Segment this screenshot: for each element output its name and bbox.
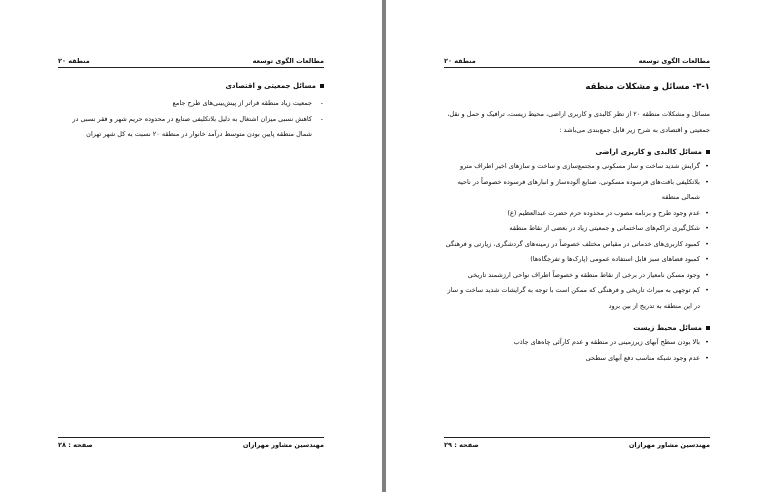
left-section-title: مسائل جمعیتی و اقتصادی [58,82,324,90]
dot-bullet-icon: • [705,162,709,170]
section-title: ۳-۱- مسائل و مشکلات منطقه [585,82,710,92]
left-footer-page-number: صفحه : ۲۸ [58,441,93,449]
square-bullet-icon [320,84,324,88]
right-header-region: منطقه ۲۰ [444,57,476,65]
dot-bullet-icon: • [705,177,709,186]
list-item: • شکل‌گیری تراکم‌های ساختمانی و جمعیتی زیاد در بعضی از نقاط منطقه [444,221,710,237]
left-header-title: مطالعات الگوی توسعه [252,57,324,65]
right-header-title: مطالعات الگوی توسعه [638,57,710,65]
right-footer-page-number: صفحه : ۲۹ [444,441,479,449]
right-footer-company: مهندسین مشاور مهرازان [628,441,710,449]
square-bullet-icon [706,150,710,154]
list-item: • گرایش شدید ساخت و ساز مسکونی و مجتمع‌سازی و ساخت و سازهای اخیر اطراف مترو [444,159,710,175]
list-item: • بالا بودن سطح آبهای زیرزمینی در منطقه و عدم کارآئی چاه‌های جاذب [444,335,710,351]
intro-paragraph: مسائل و مشکلات منطقه ۲۰ از نظر کالبدی و کاربری اراضی، محیط زیست، ترافیک و حمل و نقل، جمعیتی و اقتصادی به شرح زیر قابل جمع‌بندی می‌باشد : [447,110,710,134]
left-page [0,0,382,492]
list-item: • کم توجهی به میراث تاریخی و فرهنگی که ممکن است با توجه به گرایشات شدید ساخت و ساز در این منطقه به تدریج از بین برود [444,283,710,314]
dash-bullet-icon: - [320,114,323,123]
dot-bullet-icon: • [705,224,709,232]
right-page [386,0,768,492]
dot-bullet-icon: • [705,353,709,362]
dot-bullet-icon: • [705,270,709,279]
dot-bullet-icon: • [705,286,709,294]
list-item: - کاهش نسبی میزان اشتغال به دلیل بلاتکلیفی صنایع در محدوده حریم شهر و فقر نسبی در شمال منطقه پایین بودن متوسط درآمد خانوار در منطقه ۲۰ نسبت به کل شهر تهران [58,112,324,143]
right-page-body [444,82,710,366]
left-page-footer [58,437,324,450]
list-item: • وجود مسکن نامعیار در برخی از نقاط منطقه و خصوصاً اطراف نواحی ارزشمند تاریخی [444,268,710,284]
right-page-header [444,55,710,68]
physical-issues-title: مسائل کالبدی و کاربری اراضی [444,148,710,156]
list-item: • کمبود کاربری‌های خدماتی در مقیاس مختلف خصوصاً در زمینه‌های گردشگری، زیارتی و فرهنگی [444,237,710,253]
environment-issues-list [444,335,710,366]
right-page-footer [444,437,710,450]
environment-issues-title: مسائل محیط زیست [444,324,710,332]
list-item: - جمعیت زیاد منطقه فراتر از پیش‌بینی‌های طرح جامع [58,96,324,112]
square-bullet-icon [706,326,710,330]
left-page-header [58,55,324,68]
list-item: • عدم وجود طرح و برنامه مصوب در محدوده حرم حضرت عبدالعظیم (ع) [444,206,710,222]
dot-bullet-icon: • [705,338,709,346]
physical-issues-list [444,159,710,314]
list-item: • کمبود فضاهای سبز قابل استفاده عمومی (پارک‌ها و تفرجگاه‌ها) [444,252,710,268]
left-item-list [58,96,324,143]
dot-bullet-icon: • [705,239,709,248]
list-item: • عدم وجود شبکه مناسب دفع آبهای سطحی [444,351,710,367]
list-item: • بلاتکلیفی بافت‌های فرسوده مسکونی، صنایع آلوده‌ساز و انبارهای فرسوده خصوصاً در ناحیه شمالی منطقه [444,175,710,206]
left-header-region: منطقه ۲۰ [58,57,90,65]
dash-bullet-icon: - [320,99,323,107]
left-page-body [58,82,324,143]
dot-bullet-icon: • [705,255,709,263]
dot-bullet-icon: • [705,208,709,217]
left-footer-company: مهندسین مشاور مهرازان [242,441,324,449]
